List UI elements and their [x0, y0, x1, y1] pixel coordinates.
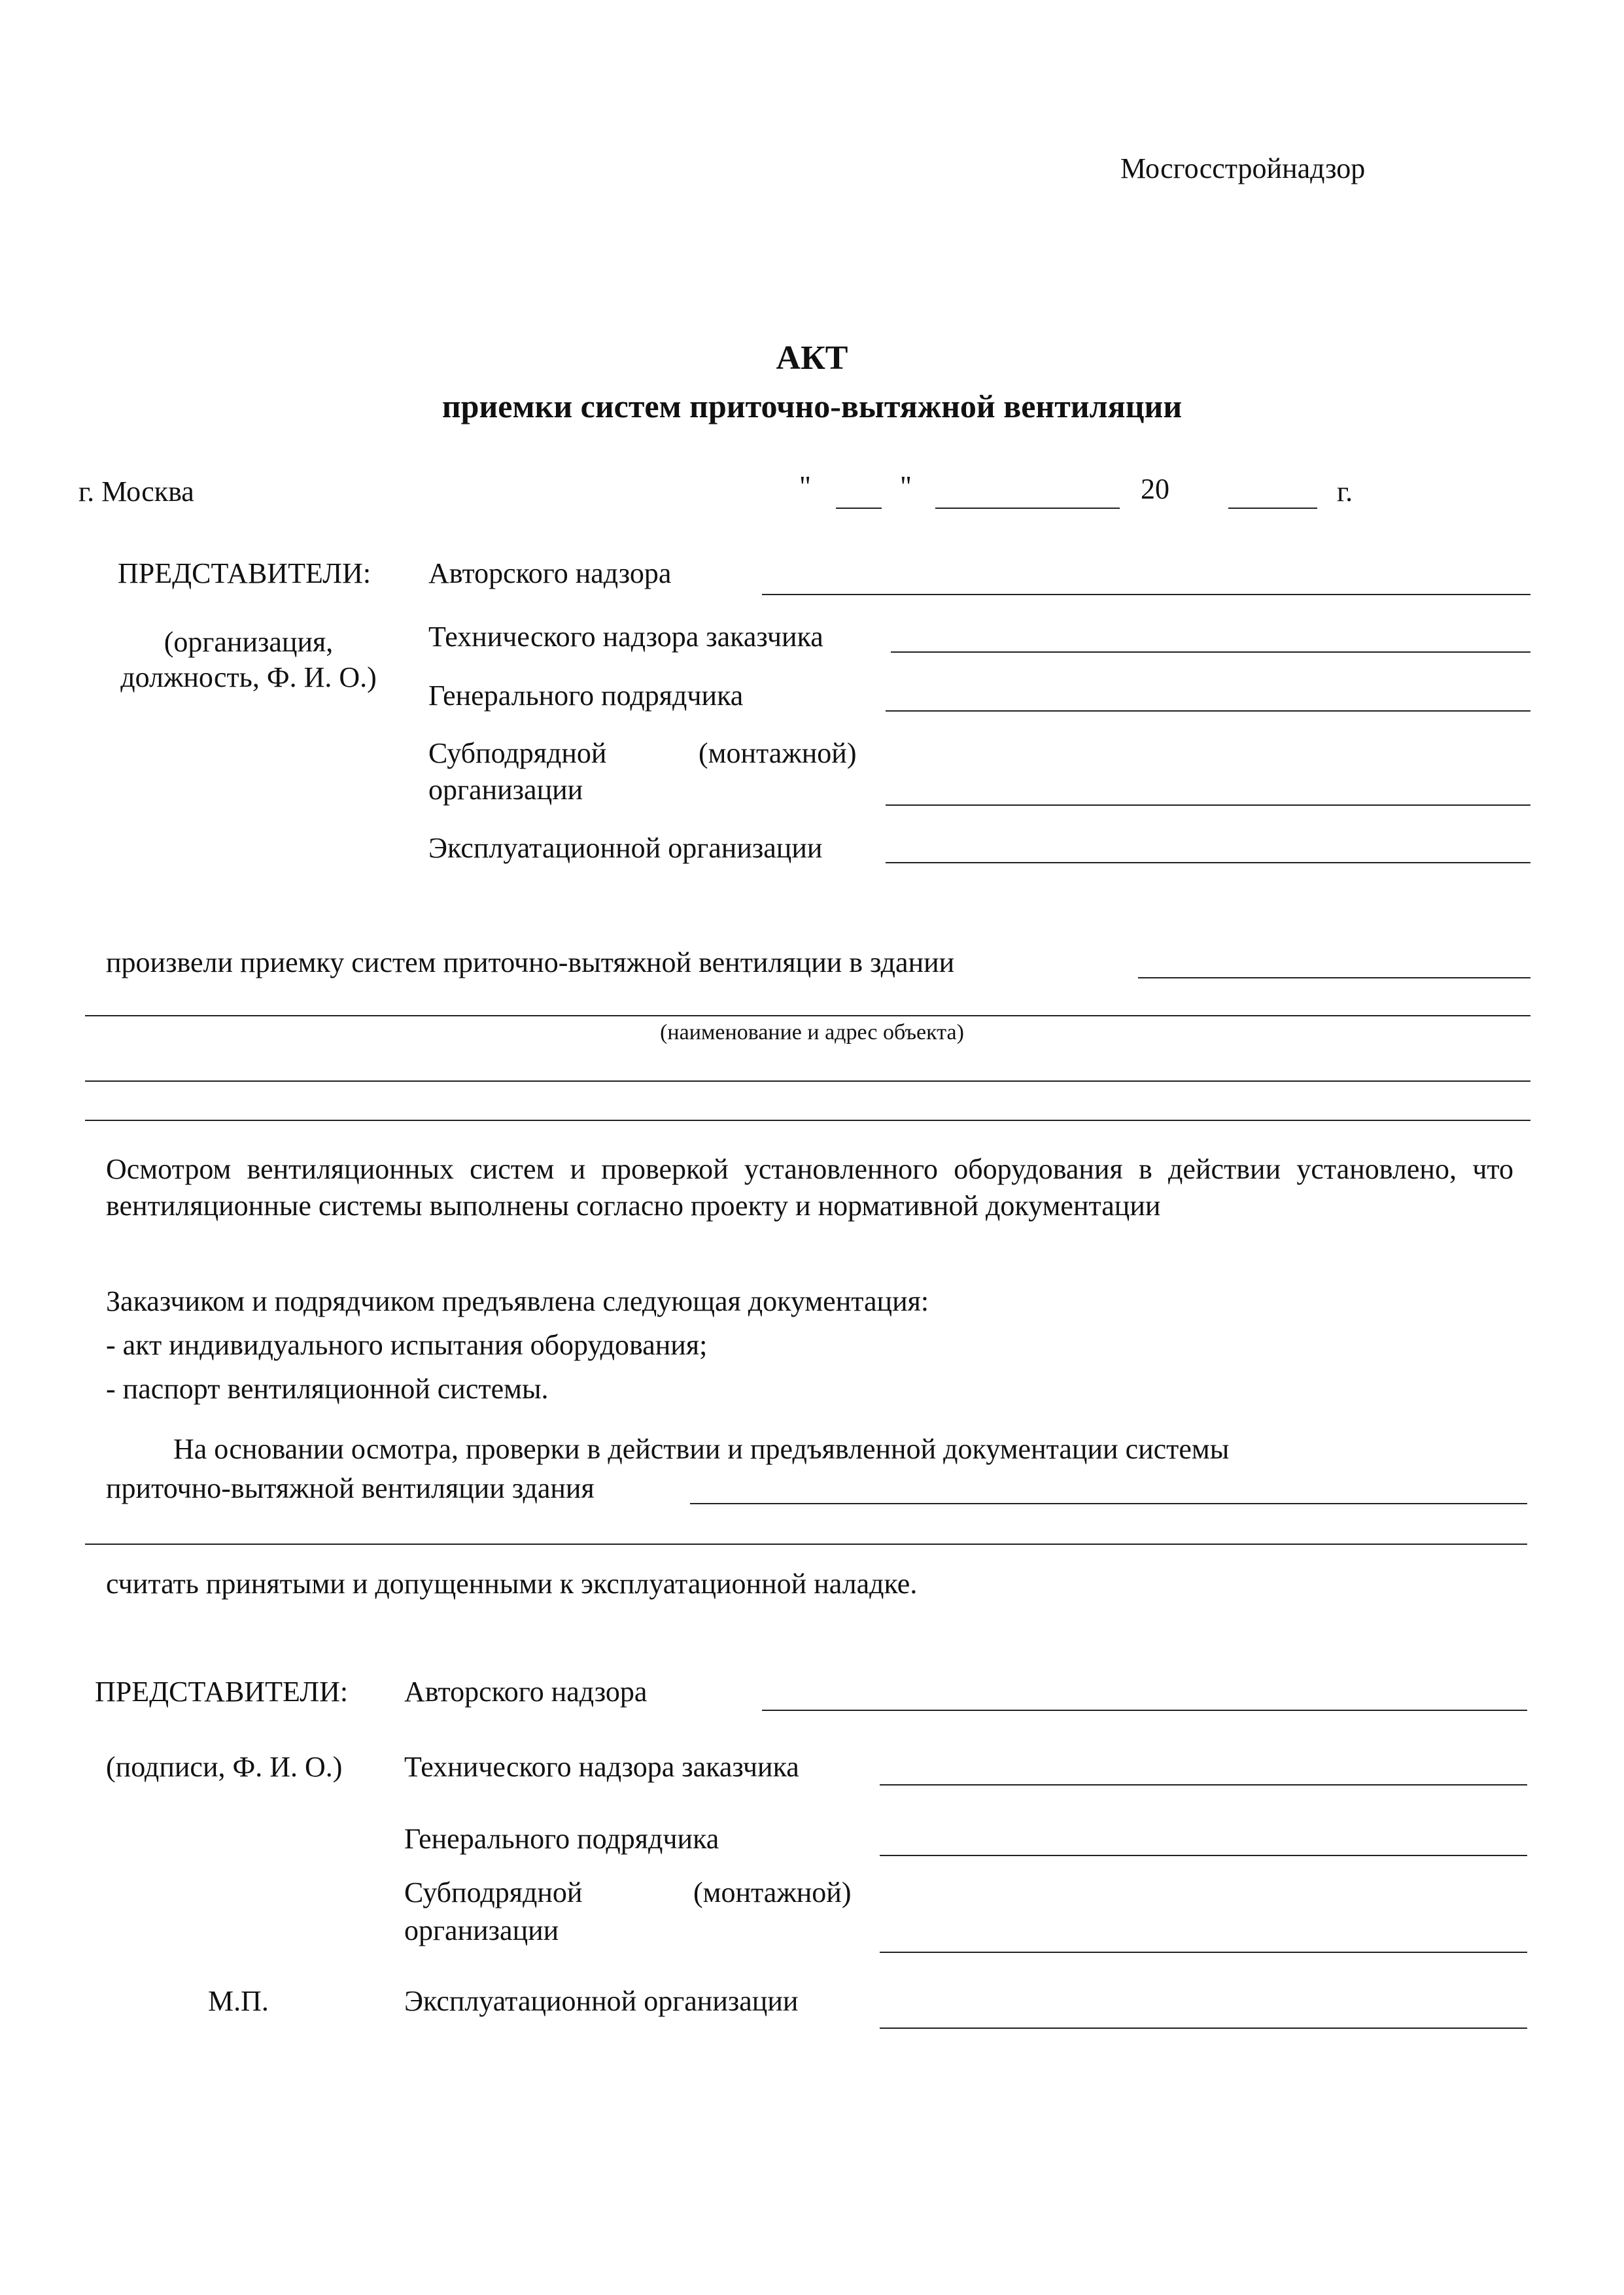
quote-close: "	[900, 470, 912, 502]
year-suffix: г.	[1337, 475, 1353, 508]
role-author: Авторского надзора	[428, 557, 672, 589]
documentation-item-2: - паспорт вентиляционной системы.	[106, 1373, 549, 1405]
representatives-note-line2: должность, Ф. И. О.)	[120, 661, 377, 693]
representatives-bottom-heading: ПРЕДСТАВИТЕЛИ:	[95, 1676, 349, 1708]
bottom-role-operating: Эксплуатационной организации	[404, 1985, 799, 2017]
year-blank[interactable]	[1228, 508, 1317, 509]
operating-sign-line[interactable]	[886, 862, 1530, 863]
inspection-paragraph: Осмотром вентиляционных систем и проверкой установленного оборудования в действии установлено, что вентиляционные системы выполнены согласно проекту и нормативной документации	[106, 1153, 1513, 1222]
basis-line-1: На основании осмотра, проверки в действии и предъявленной документации системы	[173, 1433, 1230, 1465]
sub-sign-line[interactable]	[886, 804, 1530, 806]
bottom-role-sub-word2: (монтажной)	[693, 1876, 852, 1908]
object-line-3[interactable]	[85, 1120, 1530, 1121]
bottom-role-sub-word1: Субподрядной	[404, 1876, 583, 1908]
bottom-author-sign-line[interactable]	[762, 1710, 1527, 1711]
object-line-2[interactable]	[85, 1080, 1530, 1082]
stamp-label: М.П.	[208, 1985, 269, 2017]
quote-open: "	[799, 470, 811, 502]
acceptance-text: произвели приемку систем приточно-вытяжной вентиляции в здании	[106, 946, 955, 978]
month-blank[interactable]	[935, 508, 1120, 509]
role-sub-word2: (монтажной)	[699, 737, 857, 769]
general-sign-line[interactable]	[886, 710, 1530, 712]
role-operating: Эксплуатационной организации	[428, 832, 823, 864]
representatives-note-line1: (организация,	[164, 626, 334, 658]
role-tech: Технического надзора заказчика	[428, 621, 823, 653]
documentation-intro: Заказчиком и подрядчиком предъявлена следующая документация:	[106, 1285, 929, 1317]
bottom-tech-sign-line[interactable]	[880, 1784, 1527, 1786]
city: г. Москва	[78, 475, 194, 508]
bottom-general-sign-line[interactable]	[880, 1855, 1527, 1856]
document-subtitle: приемки систем приточно-вытяжной вентиляции	[441, 388, 1183, 424]
bottom-role-tech: Технического надзора заказчика	[404, 1751, 799, 1783]
bottom-operating-sign-line[interactable]	[880, 2028, 1527, 2029]
representatives-heading: ПРЕДСТАВИТЕЛИ:	[118, 557, 371, 589]
role-general: Генерального подрядчика	[428, 680, 744, 712]
bottom-role-author: Авторского надзора	[404, 1676, 648, 1708]
agency-name: Мосгосстройнадзор	[1120, 152, 1366, 184]
object-caption: (наименование и адрес объекта)	[660, 1020, 964, 1044]
conclusion: считать принятыми и допущенными к эксплуатационной наладке.	[106, 1568, 918, 1600]
document-title: АКТ	[776, 339, 848, 377]
building-blank[interactable]	[1138, 977, 1530, 978]
role-sub-word3: организации	[428, 774, 583, 806]
century: 20	[1141, 473, 1169, 505]
representatives-bottom-note: (подписи, Ф. И. О.)	[106, 1751, 343, 1783]
object-line-1[interactable]	[85, 1015, 1530, 1016]
bottom-role-sub-word3: организации	[404, 1914, 559, 1946]
basis-extra-line[interactable]	[85, 1544, 1527, 1545]
day-blank[interactable]	[836, 508, 882, 509]
bottom-role-general: Генерального подрядчика	[404, 1823, 719, 1855]
documentation-item-1: - акт индивидуального испытания оборудования;	[106, 1329, 708, 1361]
author-sign-line[interactable]	[762, 594, 1530, 595]
role-sub-word1: Субподрядной	[428, 737, 607, 769]
bottom-sub-sign-line[interactable]	[880, 1952, 1527, 1953]
tech-sign-line[interactable]	[891, 651, 1530, 653]
basis-line-2: приточно-вытяжной вентиляции здания	[106, 1472, 595, 1504]
basis-building-blank[interactable]	[690, 1503, 1527, 1504]
